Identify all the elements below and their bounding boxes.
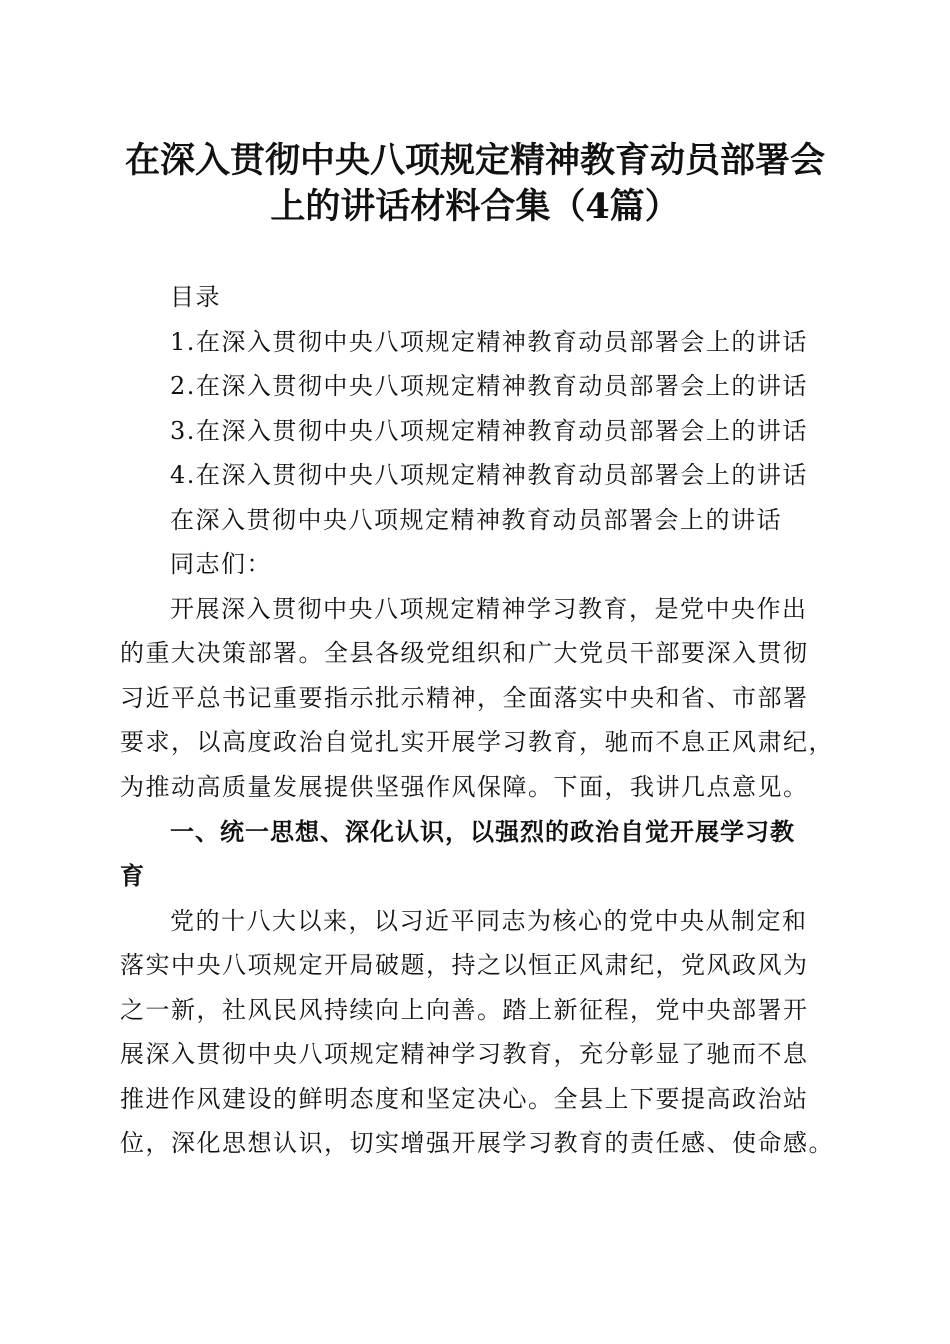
paragraph-1-line-3: 习近平总书记重要指示批示精神，全面落实中央和省、市部署 [120, 684, 809, 712]
paragraph-2-line-2: 落实中央八项规定开局破题，持之以恒正风肃纪，党风政风为 [120, 951, 809, 979]
salutation: 同志们： [170, 550, 272, 578]
paragraph-2-line-4: 展深入贯彻中央八项规定精神学习教育，充分彰显了驰而不息 [120, 1040, 809, 1068]
paragraph-2-line-6: 位，深化思想认识，切实增强开展学习教育的责任感、使命感。 [120, 1129, 834, 1157]
toc-item-4: 4.在深入贯彻中央八项规定精神教育动员部署会上的讲话 [170, 461, 808, 489]
toc-item-1: 1.在深入贯彻中央八项规定精神教育动员部署会上的讲话 [170, 328, 808, 356]
toc-heading: 目录 [170, 283, 221, 311]
paragraph-2-line-1: 党的十八大以来，以习近平同志为核心的党中央从制定和 [170, 907, 808, 935]
speech-title: 在深入贯彻中央八项规定精神教育动员部署会上的讲话 [170, 506, 782, 534]
paragraph-1-line-2: 的重大决策部署。全县各级党组织和广大党员干部要深入贯彻 [120, 639, 809, 667]
paragraph-2-line-3: 之一新，社风民风持续向上向善。踏上新征程，党中央部署开 [120, 996, 809, 1024]
document-title-line-1: 在深入贯彻中央八项规定精神教育动员部署会 [124, 140, 825, 181]
document-title-line-2: 上的讲话材料合集（4篇） [270, 186, 680, 227]
paragraph-1-line-4: 要求，以高度政治自觉扎实开展学习教育，驰而不息正风肃纪， [120, 728, 834, 756]
paragraph-1-line-5: 为推动高质量发展提供坚强作风保障。下面，我讲几点意见。 [120, 773, 809, 801]
section-1-heading-line-2: 育 [120, 861, 145, 890]
paragraph-1-line-1: 开展深入贯彻中央八项规定精神学习教育，是党中央作出 [170, 595, 808, 623]
paragraph-2-line-5: 推进作风建设的鲜明态度和坚定决心。全县上下要提高政治站 [120, 1085, 809, 1113]
section-1-heading-line-1: 一、统一思想、深化认识，以强烈的政治自觉开展学习教 [170, 817, 795, 846]
toc-item-3: 3.在深入贯彻中央八项规定精神教育动员部署会上的讲话 [170, 417, 808, 445]
toc-item-2: 2.在深入贯彻中央八项规定精神教育动员部署会上的讲话 [170, 372, 808, 400]
